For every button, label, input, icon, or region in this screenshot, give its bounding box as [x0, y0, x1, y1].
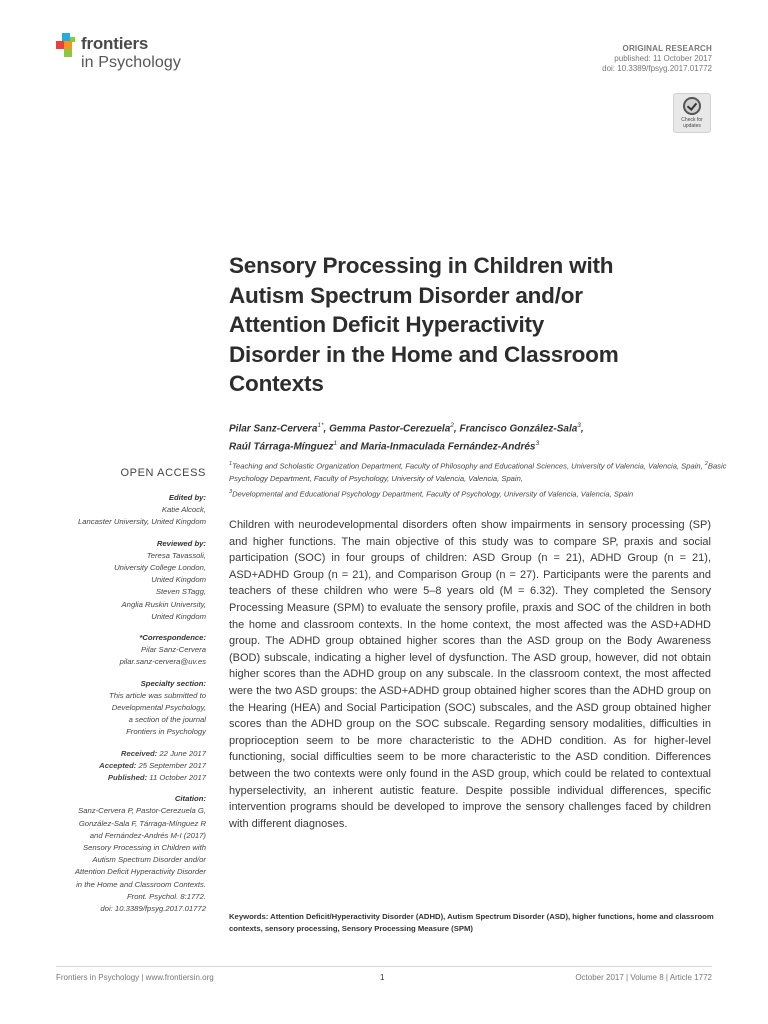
affiliation: Developmental and Educational Psychology Department, Faculty of Psychology, University of Valencia, Valencia, Spain — [232, 489, 634, 499]
author-name[interactable]: Maria-Inmaculada Fernández-Andrés — [360, 441, 536, 453]
editor-line: Lancaster University, United Kingdom — [77, 517, 206, 527]
reviewer-line: United Kingdom — [151, 575, 206, 585]
author-list: Pilar Sanz-Cervera$^{1*}$, Gemma Pastor-Cerezuela$^2$, Francisco González-Sala$^3$, Raúl Tárraga-Mínguez$^1$ and Maria-Inmaculada Fernández-Andrés$^3$ — [229, 422, 584, 453]
title-line: Sensory Processing in Children with — [229, 253, 614, 278]
checkmark-icon — [683, 97, 701, 115]
logo-word-frontiers: frontiers — [81, 34, 149, 53]
title-line: Autism Spectrum Disorder and/or — [229, 282, 583, 308]
author-name[interactable]: Raúl Tárraga-Mínguez — [229, 441, 334, 453]
author-affiliation-mark: 1* — [317, 422, 324, 429]
abstract-text: Children with neurodevelopmental disorders often show impairments in sensory processing (SP) and higher functions. The main objective of this study was to compare SP, praxis and social participation (SOC) in four groups of children: ASD Group (n = 21), ADHD Group (n = 21), ASD+ADHD Group (n = 21), and Comparison Group (n = 27). Participants were the parents and teachers of these children who were 5–8 years old (M = 6.32). They completed the Sensory Processing Measure (SPM) to evaluate the sensory profile, praxis and SOC of the children in both the home and classroom contexts. In the home context, the most affected was the ASD+ADHD group. The ADHD group obtained higher scores than the ASD group on the Body Awareness (BOD) subscale, indicating a higher level of dysfunction. The ASD group, however, did not obtain higher scores than the ADHD group on any subscale. In the classroom context, the most affected were the two ASD groups: the ASD+ADHD group obtained higher scores than the ADHD group on the Hearing (HEA) and Social Participation (SOC) subscales, and the ASD group obtained higher scores than the ADHD group on the SOC subscale. Regarding sensory modalities, difficulties in proprioception seem to be more characteristic to the ADHD condition. As for higher-level functioning, social difficulties seem to be more characteristic to the ASD condition. Differences between the two contexts were only found in the ASD group, which could be related to contextual hyperselectivity, an inherent autistic feature. Despite possible individual differences, specific intervention programs should be developed to improve the sensory challenges faced by children with different diagnoses. — [229, 519, 711, 830]
correspondence-name: Pilar Sanz-Cervera — [141, 645, 206, 655]
specialty-line: Developmental Psychology, — [111, 703, 206, 713]
author-affiliation-mark: 1 — [333, 440, 338, 448]
footer-issue-info: October 2017 | Volume 8 | Article 1772 — [575, 973, 712, 982]
citation-line: and Fernández-Andrés M-I (2017) — [89, 830, 206, 840]
specialty-section-label: Specialty section: — [140, 678, 206, 688]
edited-by-label: Edited by: — [168, 493, 206, 502]
citation-line: Front. Psychol. 8:1772. — [126, 891, 206, 901]
reviewer-line: United Kingdom — [151, 611, 206, 621]
doi[interactable]: doi: 10.3389/fpsyg.2017.01772 — [602, 64, 712, 73]
reviewer-line: University College London, — [114, 563, 206, 573]
received-date: Received: 22 June 2017 — [120, 748, 206, 758]
logo-word-journal: in Psychology — [81, 54, 182, 71]
citation-label: Citation: — [174, 794, 206, 804]
published-date: published: 11 October 2017 — [614, 54, 712, 63]
published-date-sidebar: Published: 11 October 2017 — [107, 773, 206, 783]
correspondence-label: *Correspondence: — [139, 633, 206, 643]
affiliations: $^1$Teaching and Scholastic Organization Department, Faculty of Philosophy and Educational Sciences, University of Valencia, Valencia, Spain, $^2$Basic Psychology Department, Faculty of Psychology, University of Valencia, Valencia, Spain, $^3$Developmental and Educational Psychology Department, Faculty of Psychology, University of Valencia, Valencia, Spain — [229, 461, 727, 499]
check-for-updates-badge[interactable]: Check for updates — [673, 93, 711, 133]
page-number: 1 — [380, 973, 385, 982]
citation-line: Sanz-Cervera P, Pastor-Cerezuela G, — [78, 806, 206, 816]
title-line: Attention Deficit Hyperactivity — [229, 312, 545, 337]
footer-journal-link[interactable]: Frontiers in Psychology | www.frontiersin.org — [56, 973, 214, 982]
author-affiliation-mark: 3 — [535, 440, 540, 448]
author-affiliation-mark: 2 — [450, 422, 454, 429]
footer-divider — [56, 966, 712, 967]
citation-line: Sensory Processing in Children with — [82, 843, 206, 853]
reviewer-line: Teresa Tavassoli, — [146, 550, 206, 560]
journal-logo — [56, 33, 206, 79]
author-name[interactable]: Francisco González-Sala — [459, 423, 578, 435]
correspondence-email[interactable]: pilar.sanz-cervera@uv.es — [119, 657, 206, 667]
author-affiliation-mark: 3 — [577, 422, 581, 429]
editor-line: Katie Alcock, — [161, 505, 206, 515]
article-info-sidebar — [46, 492, 206, 915]
reviewer-line: Anglia Ruskin University, — [121, 599, 206, 609]
citation-line: in the Home and Classroom Contexts. — [76, 879, 206, 889]
citation-line: Autism Spectrum Disorder and/or — [92, 855, 206, 865]
reviewer-line: Steven STagg, — [155, 587, 206, 597]
article-meta-header — [602, 44, 712, 74]
title-line: Disorder in the Home and Classroom — [229, 341, 619, 367]
author-name[interactable]: Pilar Sanz-Cervera — [229, 423, 318, 435]
frontiers-logo-icon — [56, 33, 80, 61]
specialty-line: Frontiers in Psychology — [126, 727, 206, 737]
reviewed-by-label: Reviewed by: — [156, 538, 206, 548]
accepted-date: Accepted: 25 September 2017 — [99, 760, 206, 770]
affiliation: Basic Psychology Department, Faculty of Psychology, University of Valencia, Valencia, Spain, — [229, 461, 727, 484]
citation-line: Attention Deficit Hyperactivity Disorder — [74, 867, 206, 877]
keywords: Keywords: Attention Deficit/Hyperactivity Disorder (ADHD), Autism Spectrum Disorder (ASD), higher functions, home and classroom contexts, sensory processing, Sensory Processing Measure (SPM) — [229, 912, 714, 934]
specialty-line: a section of the journal — [128, 715, 206, 725]
citation-doi[interactable]: doi: 10.3389/fpsyg.2017.01772 — [100, 904, 206, 914]
specialty-line: This article was submitted to — [109, 690, 206, 700]
affiliation: Teaching and Scholastic Organization Department, Faculty of Philosophy and Educational Sciences, University of Valencia, Valencia, Spain, — [232, 461, 705, 471]
open-access-label: OPEN ACCESS — [120, 467, 206, 479]
author-name[interactable]: Gemma Pastor-Cerezuela — [329, 423, 451, 435]
citation-line: González-Sala F, Tárraga-Mínguez R — [78, 818, 206, 828]
title-line: Contexts — [229, 371, 324, 396]
article-title — [229, 251, 729, 399]
article-type: ORIGINAL RESEARCH — [622, 44, 712, 53]
